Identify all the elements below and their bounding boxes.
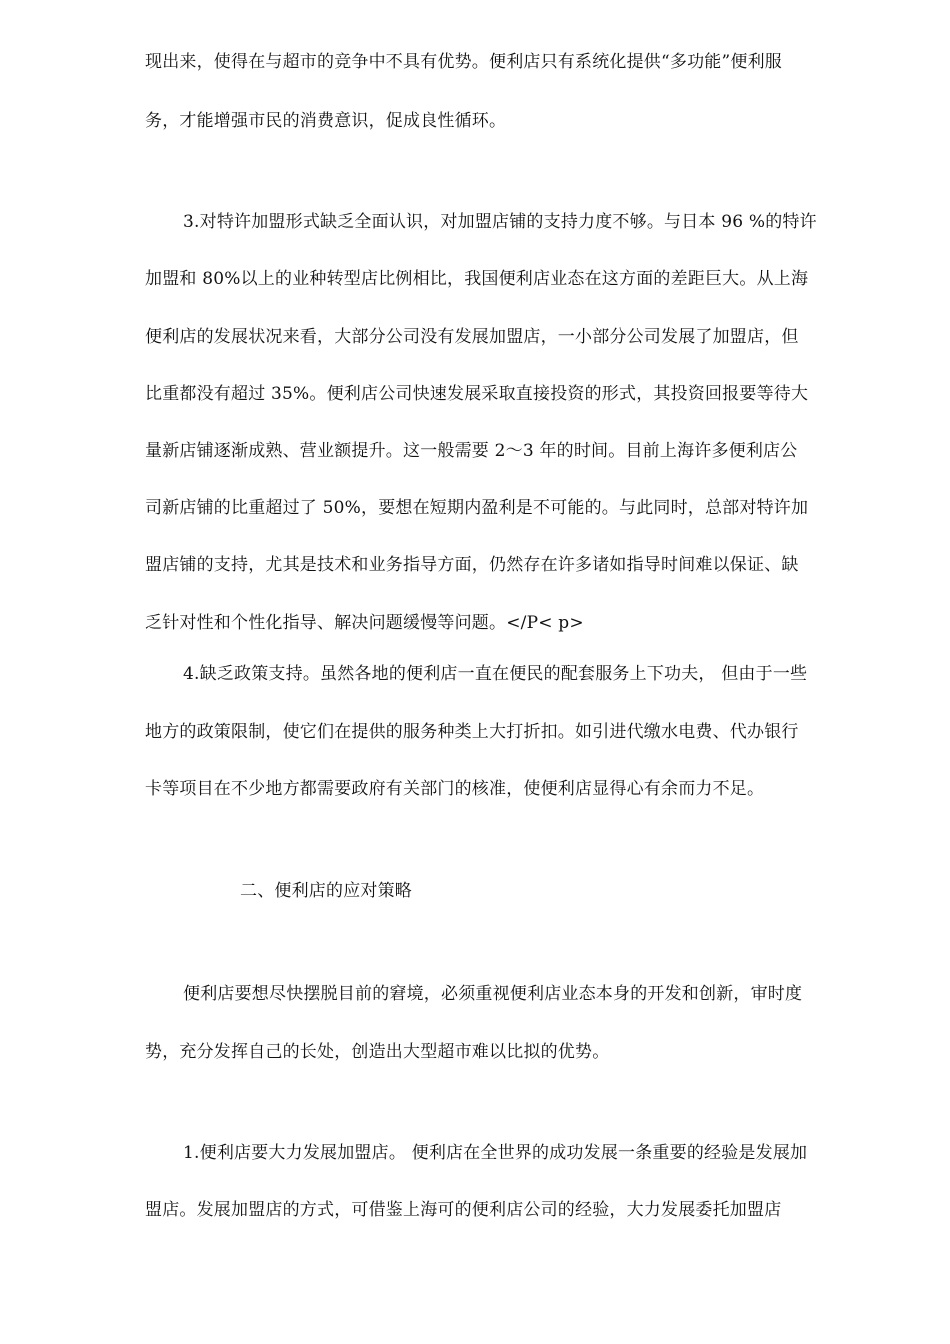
paragraph-line: 加盟和 80%以上的业种转型店比例相比，我国便利店业态在这方面的差距巨大。从上海 <box>145 269 809 289</box>
paragraph-line: 司新店铺的比重超过了 50%，要想在短期内盈利是不可能的。与此同时，总部对特许加 <box>145 498 809 518</box>
paragraph-line: 地方的政策限制，使它们在提供的服务种类上大打折扣。如引进代缴水电费、代办银行 <box>145 722 799 742</box>
paragraph-line: 4.缺乏政策支持。虽然各地的便利店一直在便民的配套服务上下功夫， 但由于一些 <box>183 664 808 684</box>
paragraph-line: 1.便利店要大力发展加盟店。 便利店在全世界的成功发展一条重要的经验是发展加 <box>183 1143 808 1163</box>
paragraph-line: 势，充分发挥自己的长处，创造出大型超市难以比拟的优势。 <box>145 1042 610 1062</box>
paragraph-line: 量新店铺逐渐成熟、营业额提升。这一般需要 2～3 年的时间。目前上海许多便利店公 <box>145 441 798 461</box>
paragraph-line: 便利店的发展状况来看，大部分公司没有发展加盟店，一小部分公司发展了加盟店，但 <box>145 327 799 347</box>
paragraph-line: 便利店要想尽快摆脱目前的窘境，必须重视便利店业态本身的开发和创新，审时度 <box>183 984 803 1004</box>
paragraph-line: 盟店铺的支持，尤其是技术和业务指导方面，仍然存在许多诸如指导时间难以保证、缺 <box>145 555 799 575</box>
paragraph-line: 3.对特许加盟形式缺乏全面认识，对加盟店铺的支持力度不够。与日本 96 %的特许 <box>183 212 817 232</box>
paragraph-line: 务，才能增强市民的消费意识，促成良性循环。 <box>145 111 507 131</box>
paragraph-line: 现出来，使得在与超市的竞争中不具有优势。便利店只有系统化提供“多功能”便利服 <box>145 52 782 72</box>
section-heading: 二、便利店的应对策略 <box>240 881 412 901</box>
paragraph-line: 比重都没有超过 35%。便利店公司快速发展采取直接投资的形式，其投资回报要等待大 <box>145 384 809 404</box>
paragraph-line: 盟店。发展加盟店的方式，可借鉴上海可的便利店公司的经验，大力发展委托加盟店 <box>145 1200 782 1220</box>
paragraph-line: 乏针对性和个性化指导、解决问题缓慢等问题。</P< p> <box>145 613 584 633</box>
paragraph-line: 卡等项目在不少地方都需要政府有关部门的核准，使便利店显得心有余而力不足。 <box>145 779 765 799</box>
